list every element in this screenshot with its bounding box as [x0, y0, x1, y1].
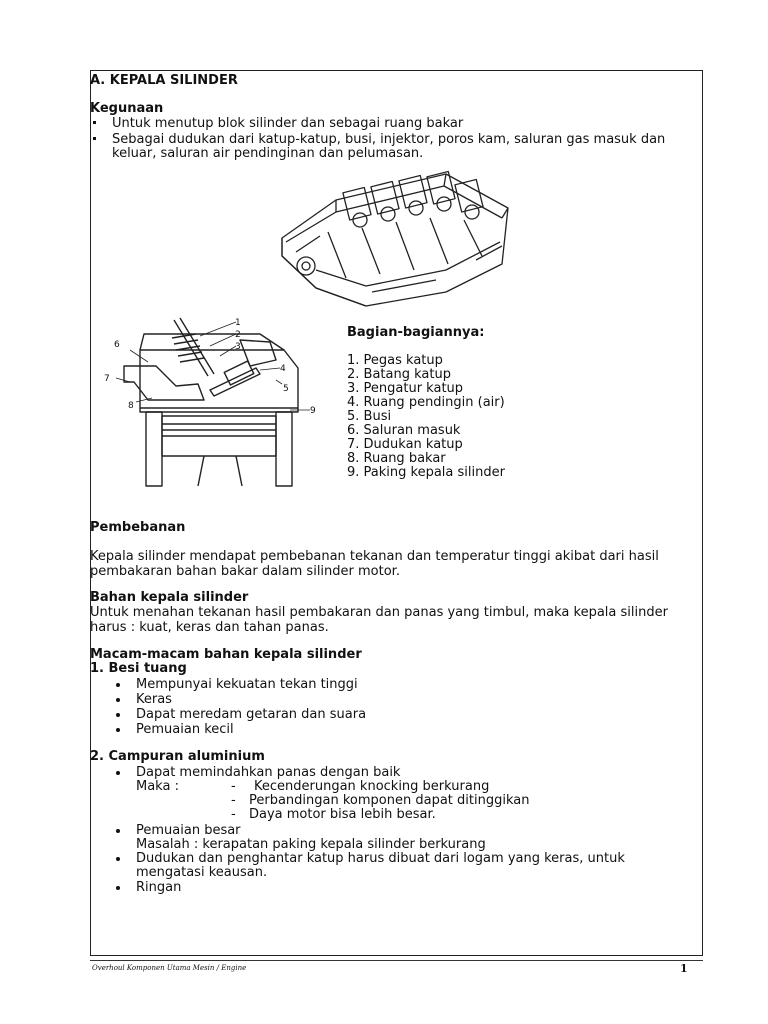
- bullet-marker: [116, 713, 120, 717]
- maka-item: Kecenderungan knocking berkurang: [254, 779, 490, 794]
- aluminium-title: 2. Campuran aluminium: [90, 749, 265, 764]
- bullet-marker: [116, 698, 120, 702]
- footer-title: Overhoul Komponen Utama Mesin / Engine: [92, 964, 247, 972]
- maka-item: Perbandingan komponen dapat ditinggikan: [249, 793, 530, 808]
- cylinder-head-cross-section-diagram: [100, 316, 322, 488]
- section-title: A. KEPALA SILINDER: [90, 73, 238, 88]
- bullet-marker: [116, 771, 120, 775]
- pembebanan-heading: Pembebanan: [90, 520, 186, 535]
- kegunaan-item: Untuk menutup blok silinder dan sebagai ruang bakar: [112, 116, 464, 131]
- diagram-label: 7: [104, 374, 110, 384]
- bagian-item: 3. Pengatur katup: [347, 381, 464, 396]
- bahan-text: harus : kuat, keras dan tahan panas.: [90, 620, 329, 635]
- kegunaan-item: Sebagai dudukan dari katup-katup, busi, injektor, poros kam, saluran gas masuk dan: [112, 132, 666, 147]
- maka-label: Maka :: [136, 779, 179, 794]
- bagian-item: 8. Ruang bakar: [347, 451, 446, 466]
- bagian-item: 7. Dudukan katup: [347, 437, 463, 452]
- diagram-label: 1: [235, 318, 241, 328]
- maka-item: Daya motor bisa lebih besar.: [249, 807, 436, 822]
- cylinder-head-illustration: [276, 160, 518, 310]
- bagian-item: 5. Busi: [347, 409, 392, 424]
- bagian-item: 9. Paking kepala silinder: [347, 465, 505, 480]
- aluminium-item: Dudukan dan penghantar katup harus dibuat dari logam yang keras, untuk: [136, 851, 625, 866]
- footer-divider: [90, 960, 703, 961]
- besi-item: Pemuaian kecil: [136, 722, 234, 737]
- bullet-marker: [116, 886, 120, 890]
- masalah-text: Masalah : kerapatan paking kepala silinder berkurang: [136, 837, 486, 852]
- diagram-label: 6: [114, 340, 120, 350]
- diagram-label: 5: [283, 384, 289, 394]
- besi-item: Mempunyai kekuatan tekan tinggi: [136, 677, 358, 692]
- aluminium-item: Pemuaian besar: [136, 823, 241, 838]
- bagian-item: 4. Ruang pendingin (air): [347, 395, 505, 410]
- bahan-text: Untuk menahan tekanan hasil pembakaran dan panas yang timbul, maka kepala silinder: [90, 605, 668, 620]
- bagian-item: 2. Batang katup: [347, 367, 451, 382]
- bullet-marker: [93, 121, 96, 124]
- kegunaan-item-continued: keluar, saluran air pendinginan dan pelumasan.: [112, 146, 424, 161]
- bagian-item: 6. Saluran masuk: [347, 423, 461, 438]
- bahan-heading: Bahan kepala silinder: [90, 590, 249, 605]
- besi-item: Dapat meredam getaran dan suara: [136, 707, 367, 722]
- aluminium-item: Ringan: [136, 880, 182, 895]
- diagram-label: 2: [235, 330, 241, 340]
- besi-item: Keras: [136, 692, 172, 707]
- diagram-label: 8: [128, 401, 134, 411]
- bullet-marker: [116, 728, 120, 732]
- diagram-label: 3: [235, 342, 241, 352]
- page-number: 1: [680, 962, 688, 975]
- bagian-heading: Bagian-bagiannya:: [347, 325, 485, 340]
- pembebanan-text: pembakaran bahan bakar dalam silinder motor.: [90, 564, 400, 579]
- kegunaan-heading: Kegunaan: [90, 101, 164, 116]
- bagian-item: 1. Pegas katup: [347, 353, 443, 368]
- aluminium-item-continued: mengatasi keausan.: [136, 865, 268, 880]
- pembebanan-text: Kepala silinder mendapat pembebanan tekanan dan temperatur tinggi akibat dari hasil: [90, 549, 659, 564]
- aluminium-item: Dapat memindahkan panas dengan baik: [136, 765, 401, 780]
- bullet-marker: [116, 683, 120, 687]
- macam-heading: Macam-macam bahan kepala silinder: [90, 647, 362, 662]
- diagram-label: 4: [280, 364, 286, 374]
- dash-marker: -: [231, 807, 236, 822]
- dash-marker: -: [231, 793, 236, 808]
- bullet-marker: [116, 829, 120, 833]
- bullet-marker: [116, 857, 120, 861]
- dash-marker: -: [231, 779, 236, 794]
- diagram-label: 9: [310, 406, 316, 416]
- besi-tuang-title: 1. Besi tuang: [90, 661, 187, 676]
- bullet-marker: [93, 137, 96, 140]
